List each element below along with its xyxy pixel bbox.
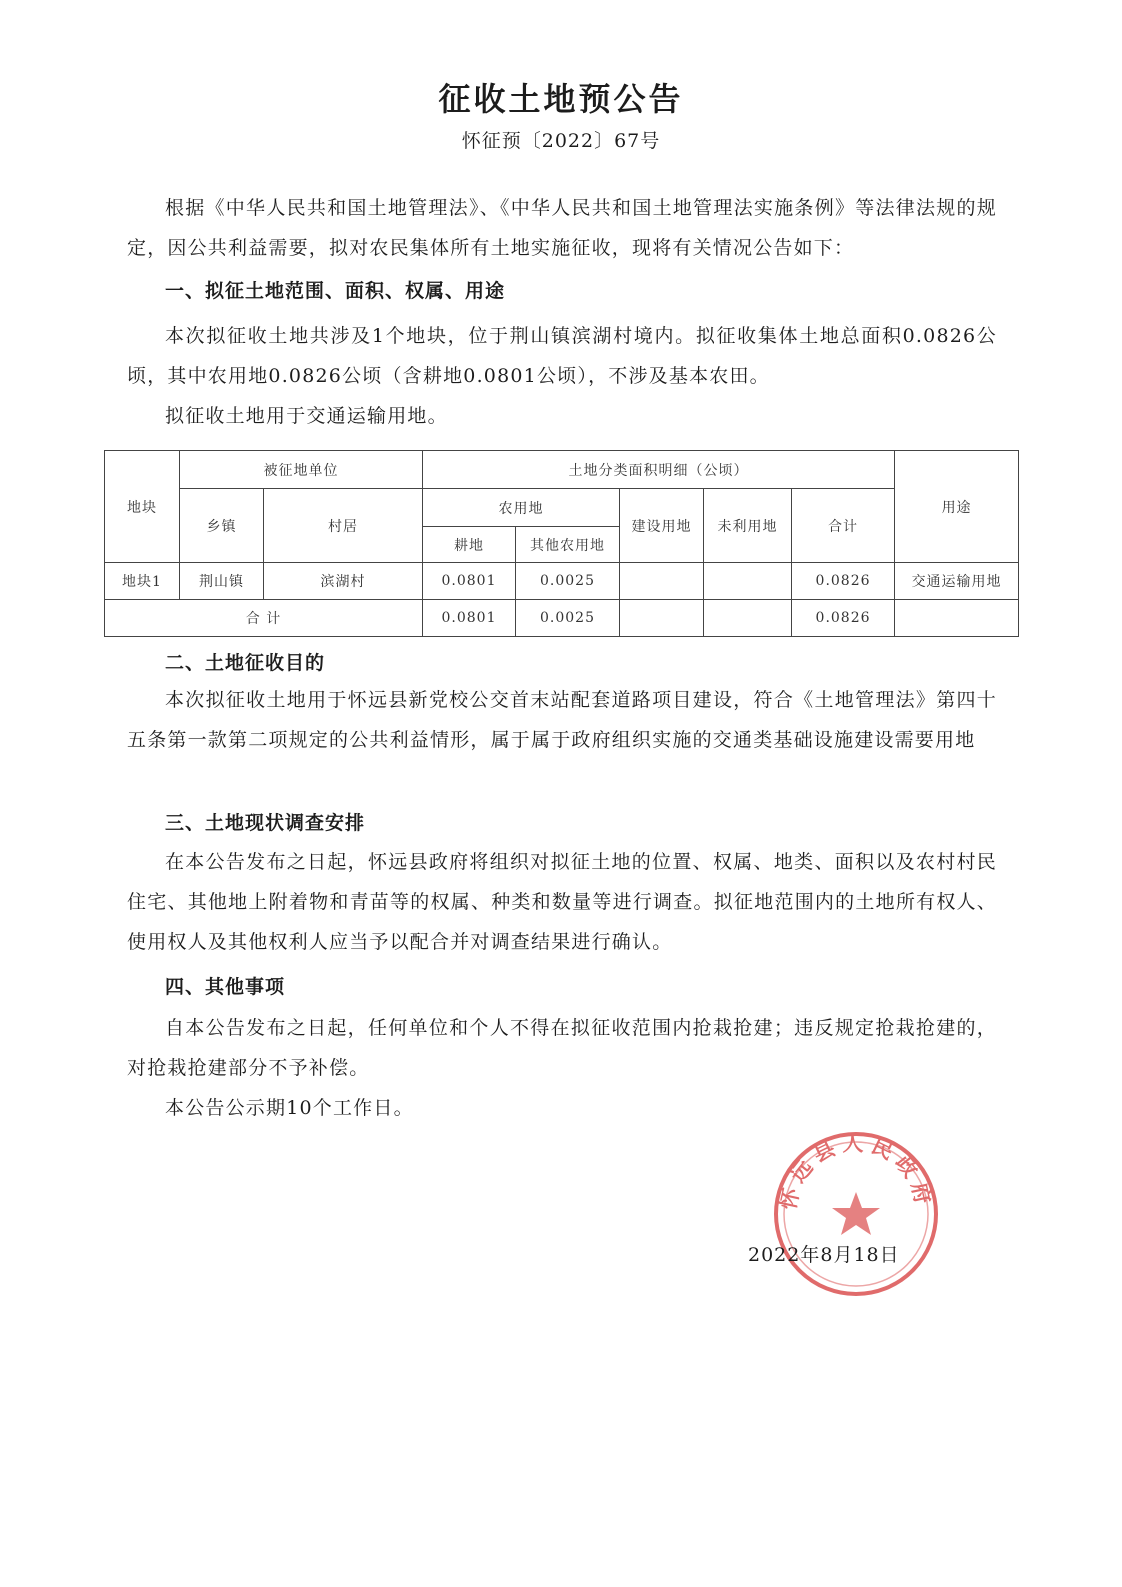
cell-unused xyxy=(704,563,792,600)
document-number: 怀征预〔2022〕67号 xyxy=(461,130,661,152)
section-4-paragraph: 自本公告发布之日起，任何单位和个人不得在拟征收范围内抢栽抢建；违反规定抢栽抢建的，对抢栽抢建部分不予补偿。 xyxy=(127,1017,997,1079)
official-seal xyxy=(770,1128,942,1300)
header-detail: 土地分类面积明细（公顷） xyxy=(423,451,895,489)
intro-paragraph: 根据《中华人民共和国土地管理法》、《中华人民共和国土地管理法实施条例》等法律法规的规定，因公共利益需要，拟对农民集体所有土地实施征收，现将有关情况公告如下： xyxy=(127,197,997,259)
header-other-agricultural: 其他农用地 xyxy=(516,527,620,563)
cell-parcel: 地块1 xyxy=(105,563,180,600)
header-town: 乡镇 xyxy=(180,489,264,563)
header-construction: 建设用地 xyxy=(620,489,704,563)
cell-other-agricultural: 0.0025 xyxy=(516,563,620,600)
sum-label: 合 计 xyxy=(105,600,423,637)
header-use: 用途 xyxy=(895,451,1019,563)
cell-use: 交通运输用地 xyxy=(895,563,1019,600)
cell-total: 0.0826 xyxy=(792,563,895,600)
sum-total: 0.0826 xyxy=(792,600,895,637)
section-1-usage: 拟征收土地用于交通运输用地。 xyxy=(165,405,448,427)
header-total: 合计 xyxy=(792,489,895,563)
section-3-paragraph: 在本公告发布之日起，怀远县政府将组织对拟征土地的位置、权属、地类、面积以及农村村民住宅、其他地上附着物和青苗等的权属、种类和数量等进行调查。拟征地范围内的土地所有权人、使用权人及其他权利人应当予以配合并对调查结果进行确认。 xyxy=(127,851,997,953)
sum-use xyxy=(895,600,1019,637)
header-unit: 被征地单位 xyxy=(180,451,423,489)
cell-village: 滨湖村 xyxy=(264,563,423,600)
table-row xyxy=(105,563,1019,600)
sum-construction xyxy=(620,600,704,637)
land-classification-table xyxy=(104,450,1019,637)
table-sum-row xyxy=(105,600,1019,637)
cell-town: 荆山镇 xyxy=(180,563,264,600)
cell-arable: 0.0801 xyxy=(423,563,516,600)
seal-text: 怀远县人民政府 xyxy=(775,1131,937,1212)
section-4-period: 本公告公示期10个工作日。 xyxy=(165,1097,414,1119)
header-unused: 未利用地 xyxy=(704,489,792,563)
document-title: 征收土地预公告 xyxy=(438,80,684,118)
header-parcel: 地块 xyxy=(105,451,180,563)
section-1-paragraph: 本次拟征收土地共涉及1个地块，位于荆山镇滨湖村境内。拟征收集体土地总面积0.0826公顷，其中农用地0.0826公顷（含耕地0.0801公顷），不涉及基本农田。 xyxy=(127,325,998,387)
section-2-paragraph: 本次拟征收土地用于怀远县新党校公交首末站配套道路项目建设，符合《土地管理法》第四十五条第一款第二项规定的公共利益情形，属于属于政府组织实施的交通类基础设施建设需要用地 xyxy=(127,689,997,751)
header-arable: 耕地 xyxy=(423,527,516,563)
section-3-heading: 三、土地现状调查安排 xyxy=(165,812,366,834)
issue-date: 2022年8月18日 xyxy=(748,1244,900,1266)
sum-arable: 0.0801 xyxy=(423,600,516,637)
header-agricultural: 农用地 xyxy=(423,489,620,527)
section-1-heading: 一、拟征土地范围、面积、权属、用途 xyxy=(165,280,506,302)
cell-construction xyxy=(620,563,704,600)
seal-star xyxy=(832,1192,880,1235)
header-village: 村居 xyxy=(264,489,423,563)
sum-other-agricultural: 0.0025 xyxy=(516,600,620,637)
section-4-heading: 四、其他事项 xyxy=(165,976,286,998)
sum-unused xyxy=(704,600,792,637)
section-2-heading: 二、土地征收目的 xyxy=(165,652,326,674)
